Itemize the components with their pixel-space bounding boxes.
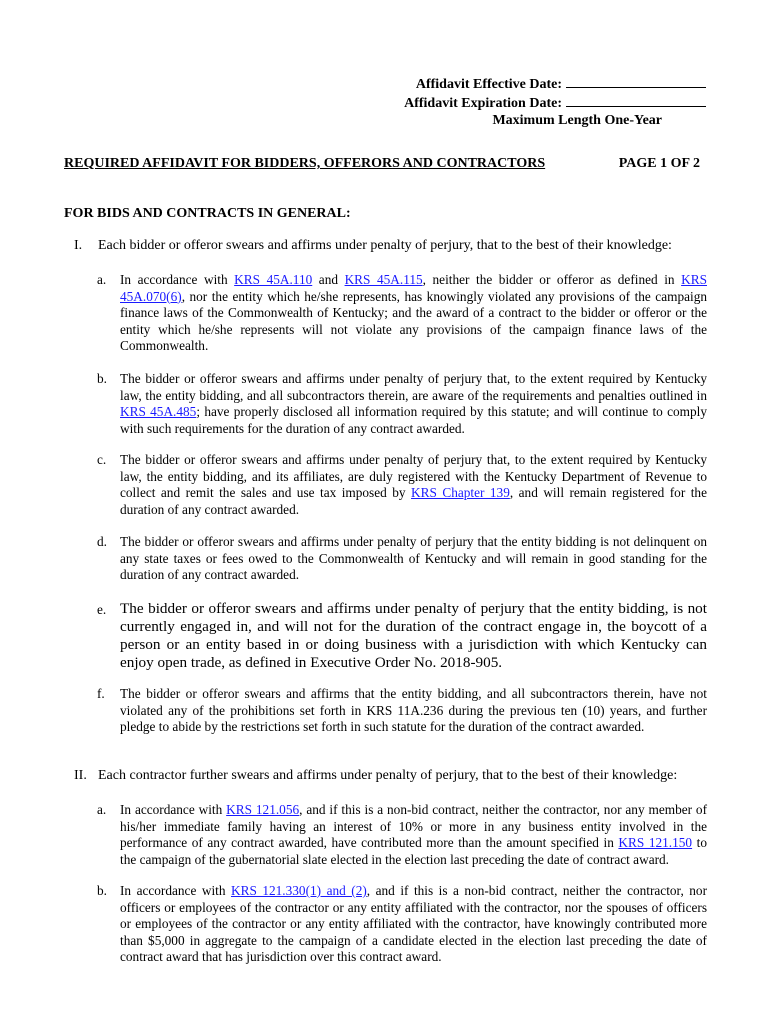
- item-1f-text: The bidder or offeror swears and affirms that the entity bidding, and all subcontractors therein, have not violated any of the prohibitions set forth in KRS 11A.236 during the previous ten (10) years, and further pledge to abide by the restrictions set forth in such statute for the duration of the contract awarded.: [120, 686, 707, 735]
- section-2-intro: Each contractor further swears and affirms under penalty of perjury, that to the best of their knowledge:: [98, 768, 678, 783]
- item-1e-text: The bidder or offeror swears and affirms under penalty of perjury that the entity bidding, is not currently engaged in, and will not for the duration of the contract engage in, the boycott of a person or an entity based in or doing business with a jurisdiction with which Kentucky can enjoy open trade, as defined in Executive Order No. 2018-905.: [120, 600, 707, 671]
- section-1-intro: Each bidder or offeror swears and affirms under penalty of perjury, that to the best of their knowledge:: [98, 238, 672, 253]
- item-1f-label: f.: [97, 686, 105, 701]
- expiration-date-row: [386, 93, 706, 112]
- max-length-note: Maximum Length One-Year: [492, 113, 662, 128]
- effective-date-row: [386, 74, 706, 93]
- item-2b-label: b.: [97, 883, 107, 898]
- krs-121150-link[interactable]: KRS 121.150: [618, 835, 693, 851]
- item-1c-label: c.: [97, 452, 107, 467]
- title-row: [64, 156, 700, 172]
- krs-chapter-139-link[interactable]: KRS Chapter 139: [411, 485, 510, 501]
- item-2a-label: a.: [97, 802, 107, 817]
- expiration-date-label: Affidavit Expiration Date:: [404, 96, 562, 111]
- item-1d-label: d.: [97, 534, 107, 549]
- item-1a-label: a.: [97, 272, 107, 287]
- section-2-label: II.: [74, 768, 87, 783]
- effective-date-field[interactable]: [566, 74, 706, 88]
- item-1e-label: e.: [97, 602, 107, 617]
- krs-121056-link[interactable]: KRS 121.056: [226, 802, 300, 817]
- krs-45a485-link[interactable]: KRS 45A.485: [120, 404, 197, 420]
- krs-121330-link[interactable]: KRS 121.330(1) and (2): [231, 883, 367, 898]
- krs-45a110-link[interactable]: KRS 45A.110: [234, 272, 313, 287]
- item-1b-text: The bidder or offeror swears and affirms under penalty of perjury that, to the extent required by Kentucky law, the entity bidding, and all subcontractors therein, are aware of the requirements and penalties outlined in KRS 45A.485; have properly disclosed all information required by this statute; and will continue to comply with such requirements for the duration of any contract awarded.: [120, 371, 707, 436]
- item-2b-text: In accordance with KRS 121.330(1) and (2), and if this is a non-bid contract, neither the contractor, nor officers or employees of the contractor or any entity affiliated with the contractor, nor the spouses of officers or employees of the contractor or any entity affiliated with the contractor, have knowingly contributed more than $5,000 in aggregate to the campaign of a candidate elected in the election last preceding the date of contract award that has jurisdiction over this contract award.: [120, 883, 707, 965]
- item-1d-text: The bidder or offeror swears and affirms under penalty of perjury that the entity bidding is not delinquent on any state taxes or fees owed to the Commonwealth of Kentucky and will remain in good standing for the duration of any contract awarded.: [120, 534, 707, 583]
- item-2a-text: In accordance with KRS 121.056, and if this is a non-bid contract, neither the contractor, nor any member of his/her immediate family having an interest of 10% or more in any business entity involved in the performance of any contract awarded, have contributed more than the amount specified in KRS 121.150 to the campaign of the gubernatorial slate elected in the election last preceding the date of contract award.: [120, 802, 708, 867]
- page-indicator: PAGE 1 OF 2: [618, 156, 700, 171]
- section-heading: FOR BIDS AND CONTRACTS IN GENERAL:: [64, 206, 351, 221]
- krs-45a070-link[interactable]: KRS 45A.070(6): [120, 272, 707, 304]
- affidavit-dates-block: [386, 74, 706, 129]
- item-1c-text: The bidder or offeror swears and affirms under penalty of perjury that, to the extent required by Kentucky law, the entity bidding, and its affiliates, are duly registered with the Kentucky Department of Revenue to collect and remit the sales and use tax imposed by KRS Chapter 139, and will remain registered for the duration of any contract awarded.: [120, 452, 707, 517]
- section-1-label: I.: [74, 238, 83, 253]
- item-1b-label: b.: [97, 371, 107, 386]
- item-1a-text: In accordance with KRS 45A.110 and KRS 45A.115, neither the bidder or offeror as defined in KRS 45A.070(6), nor the entity which he/she represents, has knowingly violated any provisions of the campaign finance laws of the Commonwealth of Kentucky; and the award of a contract to the bidder or offeror or the entity which he/she represents will not violate any provisions of the campaign finance laws of the Commonwealth.: [120, 272, 707, 354]
- effective-date-label: Affidavit Effective Date:: [415, 77, 562, 92]
- krs-45a115-link[interactable]: KRS 45A.115: [344, 272, 423, 287]
- document-title: REQUIRED AFFIDAVIT FOR BIDDERS, OFFERORS AND CONTRACTORS: [64, 156, 546, 171]
- expiration-date-field[interactable]: [566, 93, 706, 107]
